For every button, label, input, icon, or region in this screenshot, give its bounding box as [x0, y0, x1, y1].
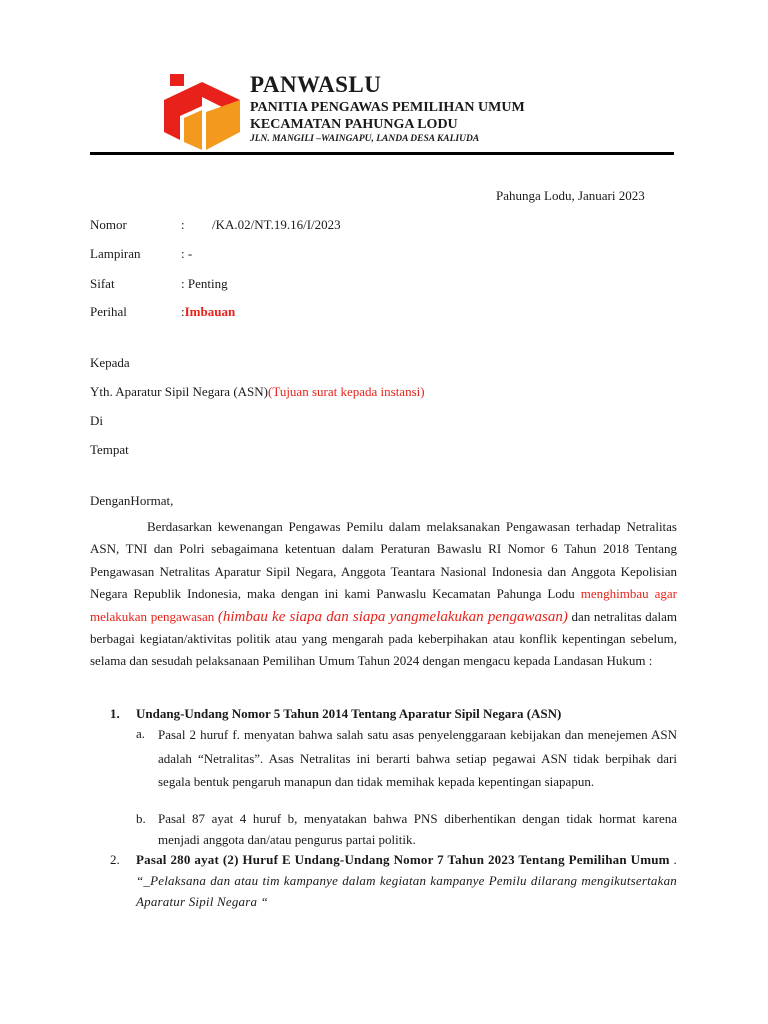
perihal-value-line — [181, 304, 235, 320]
place-date: Pahunga Lodu, Januari 2023 — [496, 188, 645, 203]
nomor-separator: : — [181, 217, 185, 232]
kepada-text: Kepada — [90, 355, 130, 370]
law1-number: 1. — [110, 706, 120, 721]
law1-title: Undang-Undang Nomor 5 Tahun 2014 Tentang Aparatur Sipil Negara (ASN) — [136, 706, 562, 721]
org-address: JLN. MANGILI –WAINGAPU, LANDA DESA KALIUDA — [250, 134, 480, 144]
lampiran-value: : - — [181, 246, 193, 261]
header-divider — [90, 152, 674, 155]
body-red-note: (himbau ke siapa dan siapa yangmelakukan pengawasan) — [217, 608, 568, 625]
law1-a-text: Pasal 2 huruf f. menyatan bahwa salah satu asas penyelenggaraan kebijakan dan menejemen ASN adalah “Netralitas”. Asas Netralitas ini berarti bahwa setiap pegawai ASN tidak berpihak dari segala bentuk pengaruh manapun dan tidak memihak kepada kepentingan siapapun. — [158, 727, 677, 789]
sifat-value: : Penting — [181, 276, 228, 291]
nomor-value: /KA.02/NT.19.16/I/2023 — [212, 217, 341, 232]
body-text-end: dan netralitas dalam berbagai kegiatan/aktivitas politik atau yang mengarah pada keberpihakan atau konflik kepentingan sebelum, selama dan sesudah pelaksanaan Pemilihan Umum Tahun 2024 dengan mengacu kepada Landasan Hukum : — [90, 608, 677, 669]
panwaslu-logo — [162, 70, 242, 150]
lampiran-label: Lampiran — [90, 246, 141, 261]
law2-quote: “_Pelaksana dan atau tim kampanye dalam kegiatan kampanye Pemilu dilarang mengikutsertakan Aparatur Sipil Negara “ — [136, 873, 677, 909]
body-red-text: menghimbau agar melakukan pengawasan — [90, 586, 677, 624]
recipient: Yth. Aparatur Sipil Negara (ASN) — [90, 384, 268, 399]
law2-number: 2. — [110, 852, 120, 867]
org-short-name: PANWASLU — [250, 72, 382, 97]
law2-title: Pasal 280 ayat (2) Huruf E Undang-Undang Nomor 7 Tahun 2023 Tentang Pemilihan Umum — [136, 852, 670, 867]
recipient-note: (Tujuan surat kepada instansi) — [268, 384, 425, 399]
perihal-separator: : — [181, 304, 185, 319]
greeting: DenganHormat, — [90, 493, 174, 508]
law2-block — [136, 849, 677, 912]
org-full-name: PANITIA PENGAWAS PEMILIHAN UMUM — [250, 100, 525, 115]
perihal-value: Imbauan — [184, 304, 236, 319]
law2-separator: . — [669, 852, 677, 867]
body-paragraph — [90, 516, 677, 673]
tempat-text: Tempat — [90, 442, 129, 457]
law1-b-marker: b. — [136, 811, 146, 826]
org-district: KECAMATAN PAHUNGA LODU — [250, 117, 458, 132]
body-text-start: Berdasarkan kewenangan Pengawas Pemilu dalam melaksanakan Pengawasan terhadap Netralitas ASN, TNI dan Polri sebagaimana ketentuan dalam Peraturan Bawaslu RI Nomor 6 Tahun 2018 Tentang Pengawasan Netralitas Aparatur Sipil Negara, Anggota Teantara Nasional Indonesia dan Anggota Kepolisian Negara Republik Indonesia, maka dengan ini kami Panwaslu Kecamatan Pahunga Lodu — [90, 519, 677, 602]
di-text: Di — [90, 413, 103, 428]
recipient-line — [90, 384, 425, 400]
law1-a-marker: a. — [136, 726, 146, 741]
law1-b-text: Pasal 87 ayat 4 huruf b, menyatakan bahwa PNS diberhentikan dengan tidak hormat karena menjadi anggota dan/atau pengurus partai politik. — [158, 811, 677, 847]
nomor-label: Nomor — [90, 217, 127, 232]
perihal-label: Perihal — [90, 304, 127, 319]
sifat-label: Sifat — [90, 276, 115, 291]
